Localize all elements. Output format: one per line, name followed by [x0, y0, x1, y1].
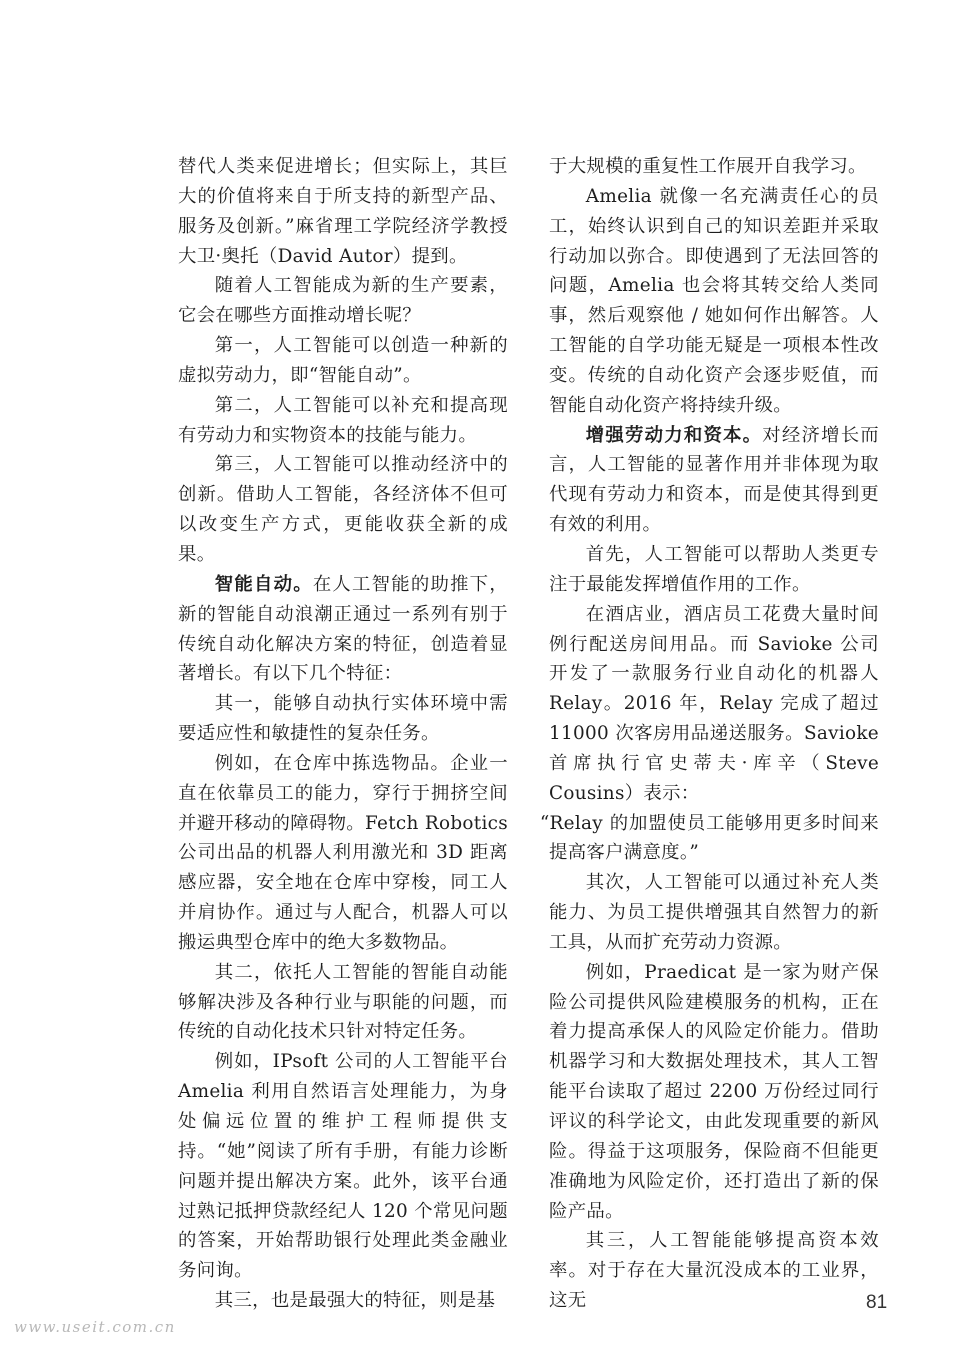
paragraph: 其次，人工智能可以通过补充人类能力、为员工提供增强其自然智力的新工具，从而扩充劳动力资源。 [549, 872, 879, 953]
right-column [539, 152, 879, 1316]
page-number: 81 [866, 1292, 888, 1313]
paragraph: 第三，人工智能可以推动经济中的创新。借助人工智能，各经济体不但可以改变生产方式，更能收获全新的成果。 [178, 454, 508, 565]
paragraph: 其三，也是最强大的特征，则是基 [214, 1290, 496, 1312]
section-heading: 增强劳动力和资本。 [585, 424, 763, 446]
paragraph: 第二，人工智能可以补充和提高现有劳动力和实物资本的技能与能力。 [178, 394, 508, 446]
paragraph: 其三，人工智能能够提高资本效率。对于存在大量沉没成本的工业界，这无 [549, 1230, 879, 1312]
paragraph: 其二，依托人工智能的智能自动能够解决涉及各种行业与职能的问题，而传统的自动化技术只针对特定任务。 [178, 961, 508, 1043]
paragraph: 首先，人工智能可以帮助人类更专注于最能发挥增值作用的工作。 [549, 543, 879, 595]
paragraph: 例如，在仓库中拣选物品。企业一直在依靠员工的能力，穿行于拥挤空间并避开移动的障碍物。Fetch Robotics 公司出品的机器人利用激光和 3D 距离感应器，安全地在仓库中穿梭，同工人并肩协作。通过与人配合，机器人可以搬运典型仓库中的绝大多数物品。 [178, 752, 508, 953]
paragraph-text: 在人工智能的助推下，新的智能自动浪潮正通过一系列有别于传统自动化解决方案的特征，创造着显著增长。有以下几个特征： [178, 573, 508, 685]
paragraph [549, 421, 879, 540]
paragraph: 例如，IPsoft 公司的人工智能平台 Amelia 利用自然语言处理能力，为身处偏远位置的维护工程师提供支持。“她”阅读了所有手册，有能力诊断问题并提出解决方案。此外，该平台通过熟记抵押贷款经纪人 120 个常见问题的答案，开始帮助银行处理此类金融业务问询。 [178, 1051, 508, 1282]
paragraph: 例如，Praedicat 是一家为财产保险公司提供风险建模服务的机构，正在着力提高承保人的风险定价能力。借助机器学习和大数据处理技术，其人工智能平台读取了超过 2200 万份经过同行评议的科学论文，由此发现重要的新风险。得益于这项服务，保险商不但能更准确地为风险定价，还打造出了新的保险产品。 [549, 961, 879, 1222]
paragraph [178, 570, 508, 689]
paragraph: Amelia 就像一名充满责任心的员工，始终认识到自己的知识差距并采取行动加以弥合。即使遇到了无法回答的问题，Amelia 也会将其转交给人类同事，然后观察他 / 她如何作出解答。人工智能的自学功能无疑是一项根本性改变。传统的自动化资产会逐步贬值，而智能自动化资产将持续升级。 [549, 185, 879, 416]
quote-paragraph: “Relay 的加盟使员工能够用更多时间来提高客户满意度。” [539, 812, 879, 864]
section-heading: 智能自动。 [214, 573, 313, 595]
paragraph: 替代人类来促进增长；但实际上，其巨大的价值将来自于所支持的新型产品、服务及创新。”麻省理工学院经济学教授大卫·奥托（David Autor）提到。 [178, 156, 508, 267]
paragraph: 在酒店业，酒店员工花费大量时间例行配送房间用品。而 Savioke 公司开发了一款服务行业自动化的机器人 Relay。2016 年，Relay 完成了超过 11000 次客房用品递送服务。Savioke 首席执行官史蒂夫·库辛（Steve Cousins）表示： [549, 603, 879, 804]
watermark: www.useit.com.cn [14, 1318, 176, 1336]
paragraph: 其一，能够自动执行实体环境中需要适应性和敏捷性的复杂任务。 [178, 693, 508, 745]
paragraph-text: 对经济增长而言，人工智能的显著作用并非体现为取代现有劳动力和资本，而是使其得到更有效的利用。 [549, 424, 879, 536]
paragraph: 随着人工智能成为新的生产要素，它会在哪些方面推动增长呢？ [178, 275, 508, 327]
left-column [178, 152, 508, 1316]
paragraph: 于大规模的重复性工作展开自我学习。 [549, 156, 867, 177]
paragraph: 第一，人工智能可以创造一种新的虚拟劳动力，即“智能自动”。 [178, 335, 508, 386]
